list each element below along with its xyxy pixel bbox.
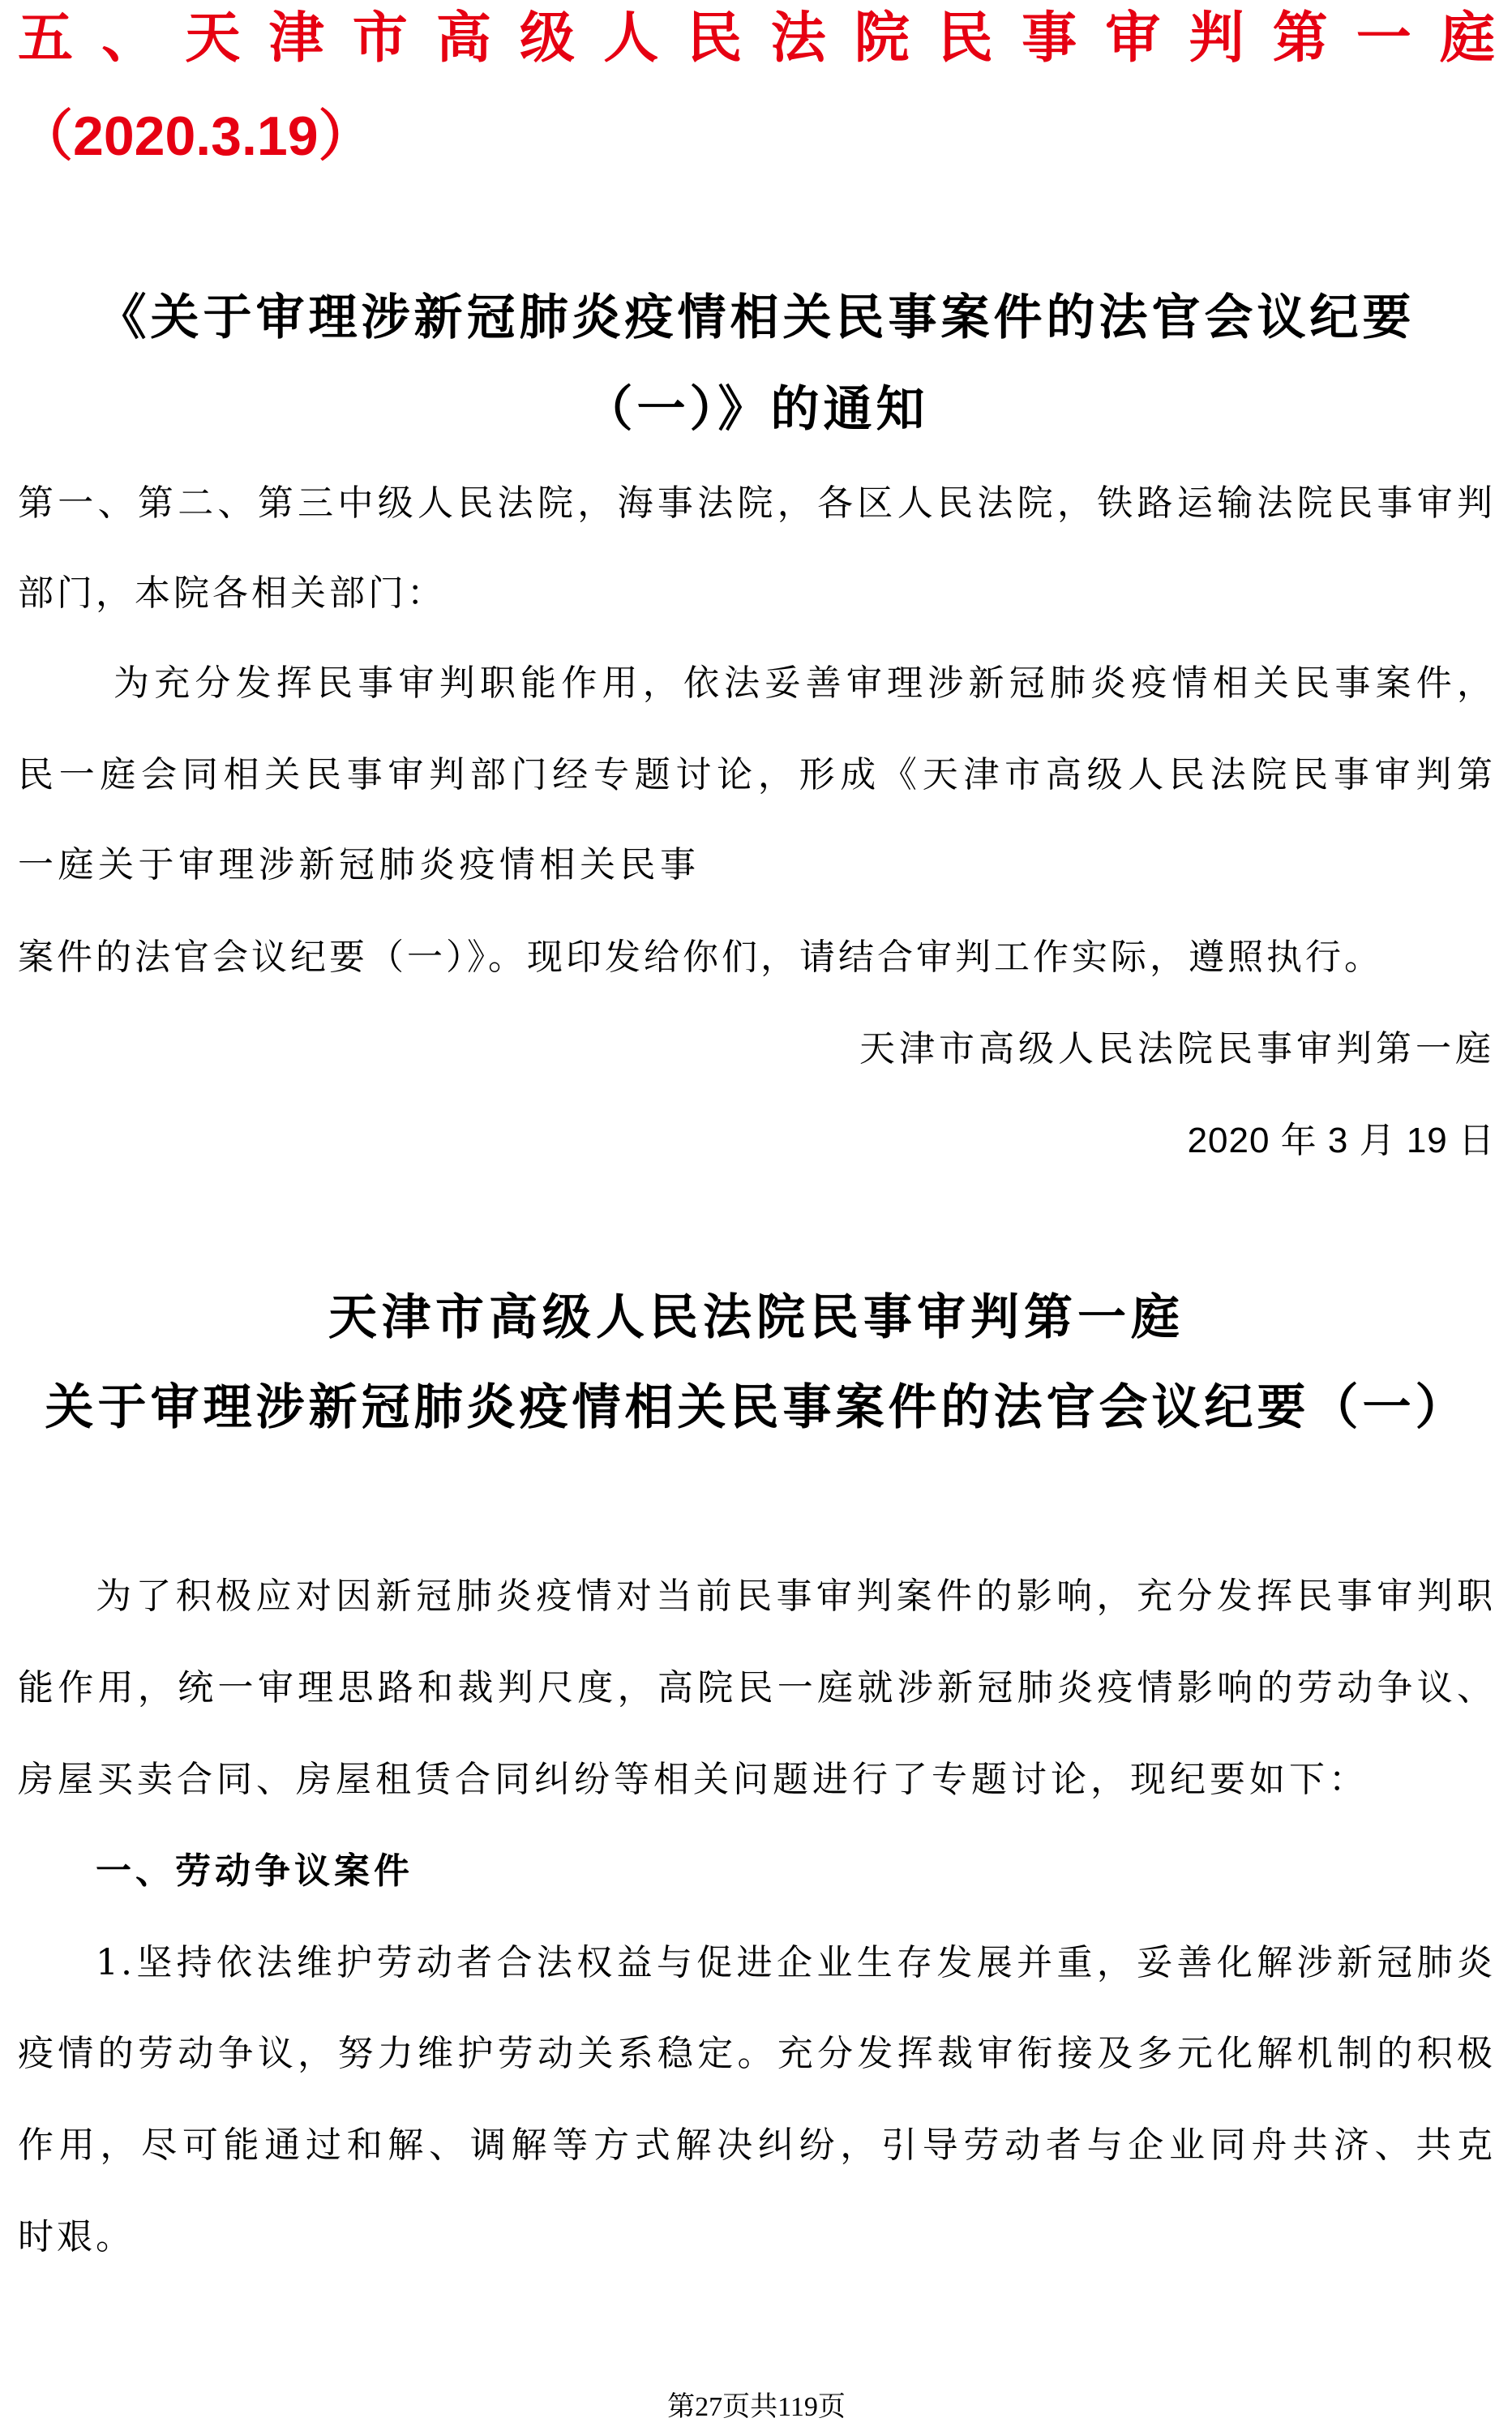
notice-title-line: 《关于审理涉新冠肺炎疫情相关民事案件的法官会议纪要 — [97, 289, 1416, 346]
notice-signature: 天津市高级人民法院民事审判第一庭 — [859, 1028, 1495, 1070]
section-item-line: 1.坚持依法维护劳动者合法权益与促进企业生存发展并重，妥善化解涉新冠肺炎 — [96, 1942, 1495, 1983]
notice-addressee-line: 第一、第二、第三中级人民法院，海事法院，各区人民法院，铁路运输法院民事审判 — [18, 482, 1495, 524]
section-item-line: 疫情的劳动争议，努力维护劳动关系稳定。充分发挥裁审衔接及多元化解机制的积极 — [18, 2033, 1495, 2074]
section-heading: 一、劳动争议案件 — [96, 1850, 413, 1892]
page-footer: 第27页共119页 — [667, 2392, 846, 2422]
section-header-date: （2020.3.19） — [18, 105, 374, 167]
minutes-intro-line: 能作用，统一审理思路和裁判尺度，高院民一庭就涉新冠肺炎疫情影响的劳动争议、 — [18, 1667, 1495, 1709]
section-header-title: 五、天津市高级人民法院民事审判第一庭 — [18, 6, 1495, 71]
minutes-title-line: 天津市高级人民法院民事审判第一庭 — [328, 1289, 1184, 1346]
minutes-intro-line: 房屋买卖合同、房屋租赁合同纠纷等相关问题进行了专题讨论，现纪要如下： — [18, 1759, 1369, 1800]
notice-title-line: （一）》的通知 — [584, 381, 929, 438]
section-item-line: 时艰。 — [18, 2216, 135, 2257]
notice-body-line: 一庭关于审理涉新冠肺炎疫情相关民事 — [18, 844, 700, 885]
notice-body-line: 为充分发挥民事审判职能作用，依法妥善审理涉新冠肺炎疫情相关民事案件， — [114, 662, 1495, 704]
notice-body-line: 案件的法官会议纪要（一）》。现印发给你们，请结合审判工作实际，遵照执行。 — [18, 937, 1383, 978]
notice-body-line: 民一庭会同相关民事审判部门经专题讨论，形成《天津市高级人民法院民事审判第 — [18, 754, 1495, 795]
minutes-intro-line: 为了积极应对因新冠肺炎疫情对当前民事审判案件的影响，充分发挥民事审判职 — [96, 1576, 1495, 1617]
notice-date: 2020 年 3 月 19 日 — [1187, 1121, 1495, 1160]
section-item-line: 作用，尽可能通过和解、调解等方式解决纠纷，引导劳动者与企业同舟共济、共克 — [18, 2124, 1495, 2166]
minutes-title-line: 关于审理涉新冠肺炎疫情相关民事案件的法官会议纪要（一） — [45, 1379, 1468, 1436]
notice-addressee-line: 部门，本院各相关部门： — [18, 572, 446, 614]
